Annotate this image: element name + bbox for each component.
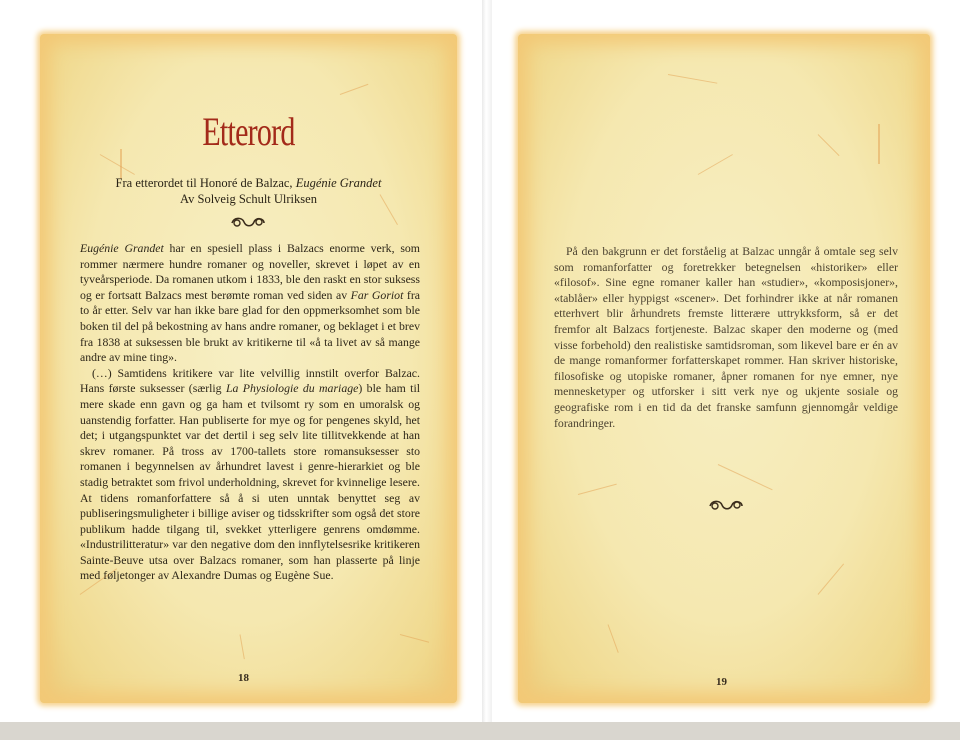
subtitle-book-title: Eugénie Grandet <box>295 176 382 190</box>
paragraph-1-text-a: har en spesiell plass i Balzacs enorme verk, som rommer nærmere hundre romaner og noveller, skrevet i løpet av en tyveårsperiode. Da romanen utkom i 1833, ble den raskt en stor suksess og er fortsatt Balzacs mest berømte roman ved siden av <box>80 241 420 302</box>
page-number-right: 19 <box>716 676 727 688</box>
book-title-italic: Eugénie Grandet <box>80 241 164 255</box>
subtitle-author: Av Solveig Schult Ulriksen <box>180 192 317 206</box>
scan-bottom-edge <box>0 722 960 740</box>
page-title: Etterord <box>202 109 295 154</box>
subtitle-source <box>40 176 457 191</box>
paragraph-1-text-c: fra to år etter. Selv var han ikke bare glad for den oppmerksomhet som ble boken til del på bekostning av hans andre romaner, og beklaget i et brev fra 1838 at suksessen ble brukt av kritikerne til «å ta livet av så mange andre av mine ting». <box>80 287 420 365</box>
book-title-italic-3: La Physiologie du mariage <box>225 381 359 396</box>
book-gutter <box>482 0 492 740</box>
paragraph-2-text-a: (…) Samtidens kritikere var lite velvillig innstilt overfor Balzac. Hans første suksesser (særlig <box>80 365 420 396</box>
swirl-ornament-icon <box>228 214 268 230</box>
page-number-left: 18 <box>238 672 249 684</box>
swirl-ornament-icon <box>706 497 746 513</box>
right-body-text <box>554 244 898 431</box>
book-title-italic-2: Far Goriot <box>350 287 404 302</box>
paragraph-1 <box>80 241 420 366</box>
right-paragraph: På den bakgrunn er det forståelig at Balzac unngår å omtale seg selv som romanforfatter og foretrekker betegnelsen «historiker» eller «filosof». Sine egne romaner kaller han «studier», «komposisjoner», «tablåer» eller hyppigst «scener». Det forhindrer ikke at når romanen etterhvert blir århundrets fremste litterære uttrykksform, så er det fremfor alt Balzacs fortjeneste. Balzac skaper den moderne og (med visse forbehold) den realistiske samtidsroman, som likevel bare er én av de mange romanformer forfatterskapet rommer. Han skriver historiske, filosofiske og utopiske romaner, åpner romanen for nye emner, nye mennesketyper og utforsker i sitt verk nye og ukjente sosiale og geografiske rom i en tid da det franske samfunn gjennomgår veldige forandringer. <box>554 244 898 430</box>
subtitle-source-text: Fra etterordet til Honoré de Balzac, <box>115 176 293 190</box>
paragraph-2 <box>80 366 420 584</box>
paragraph-2-text-c: ) ble ham til mere skade enn gavn og ga ham et tvilsomt ry som en umoralsk og uanstendig forfatter. Han publiserte for mye og for pengenes skyld, het det; i utgangspunktet var det dertil i seg selv lite tillitvekkende at han skrev romaner. På tross av 1700-tallets store romansuksesser sto romanen i begynnelsen av århundret lavest i genre-hierarkiet og ble stadig betraktet som frivol underholdning, skrevet for kvinnelige lesere. At tidens romanforfattere så å si uten unntak benyttet seg av publiseringsmuligheter i billige aviser og tidsskrifter som også det store publikum hadde tilgang til, svekket ytterligere genrens omdømme. «Industrilitteratur» var den negative dom den innflytelsesrike kritikeren Sainte-Beuve utsa over Balzacs romaner, som han plasserte på linje med føljetonger av Alexandre Dumas og Eugène Sue. <box>80 381 420 583</box>
left-body-text <box>80 241 420 584</box>
